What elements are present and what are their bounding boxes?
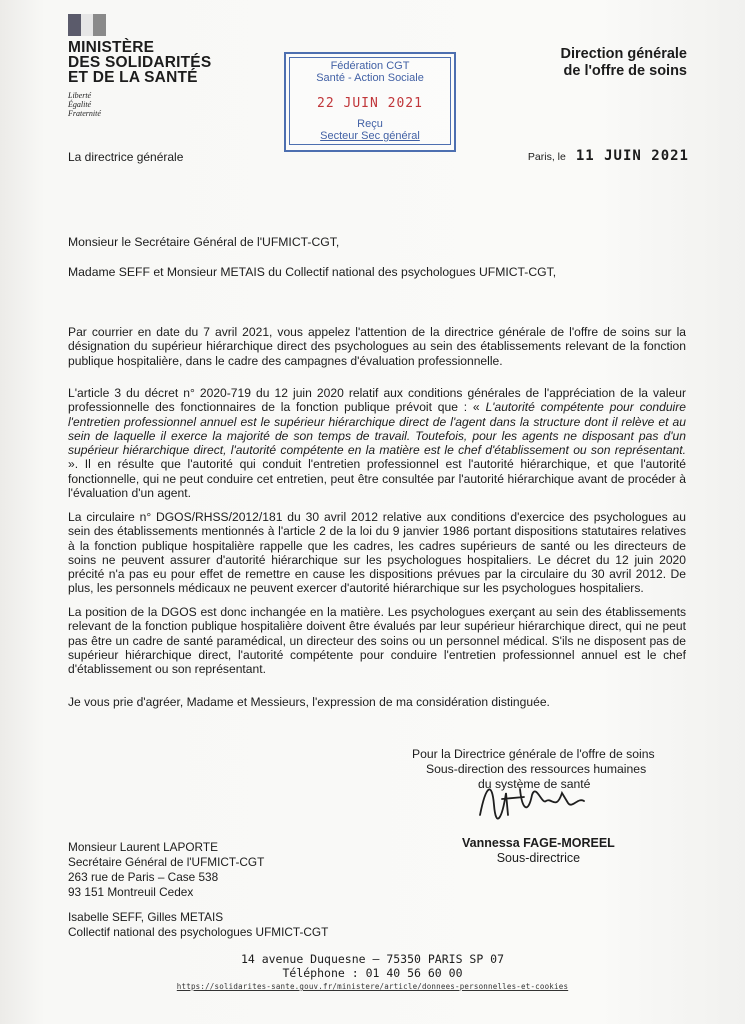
paragraph-4: La position de la DGOS est donc inchangée en la matière. Les psychologues exerçant au sein des établissements relevant de la fonction publique hospitalière doivent être évalués par leur supérieur hiérarchique direct, qui ne peut pas être un cadre de santé paramédical, un directeur des soins ou un personnel médical. S'ils ne disposent pas de supérieur hiérarchique direct, l'autorité compétente pour conduire l'entretien professionnel annuel est le chef d'établissement ou son représentant. xyxy=(68,605,686,677)
footer-phone: Téléphone : 01 40 56 60 00 xyxy=(282,966,463,980)
paragraph-3: La circulaire n° DGOS/RHSS/2012/181 du 30 avril 2012 relative aux conditions d'exercice des psychologues au sein des établissements mentionnés à l'article 2 de la loi du 9 janvier 1986 portant dispositions statutaires relatives à la fonction publique hospitalière rappelle que les cadres, les cadres supérieurs de santé ou les directeurs de soins ne peuvent assurer d'autorité hiérarchique sur les psychologues hospitaliers. Le décret du 12 juin 2020 précité n'a pas eu pour effet de remettre en cause les dispositions prévues par la circulaire du 30 avril 2012. De plus, les personnels médicaux ne peuvent exercer d'autorité hiérarchique sur les psychologues hospitaliers. xyxy=(68,510,686,596)
marianne-logo-icon xyxy=(68,14,106,36)
stamp-received: Reçu Secteur Sec général xyxy=(320,118,420,142)
direction-title: Direction générale de l'offre de soins xyxy=(560,46,687,79)
motto: Liberté Égalité Fraternité xyxy=(68,91,101,118)
footer-url[interactable]: https://solidarites-sante.gouv.fr/ministere/article/donnees-personnelles-et-cookies xyxy=(176,982,569,991)
signature-block: Pour la Directrice générale de l'offre de soins Sous-direction des ressources humaines du système de santé xyxy=(412,747,655,791)
handwritten-signature xyxy=(472,775,592,823)
recipient-address-1: Monsieur Laurent LAPORTE Secrétaire Général de l'UFMICT-CGT 263 rue de Paris – Case 538 93 151 Montreuil Cedex xyxy=(68,840,265,899)
ministry-logo xyxy=(68,14,218,118)
paragraph-1: Par courrier en date du 7 avril 2021, vous appelez l'attention de la directrice générale de l'offre de soins sur la désignation du supérieur hiérarchique direct des psychologues au sein des établissements relevant de la fonction publique hospitalière, dans le cadre des campagnes d'évaluation professionnelle. xyxy=(68,325,686,368)
signer xyxy=(462,836,615,865)
recipient-address-2: Isabelle SEFF, Gilles METAIS Collectif national des psychologues UFMICT-CGT xyxy=(68,910,329,939)
sender-title: La directrice générale xyxy=(68,150,184,164)
letter-date: Paris, le 11 JUIN 2021 xyxy=(527,148,689,164)
footer xyxy=(0,952,745,994)
received-stamp xyxy=(284,52,456,152)
signer-role: Sous-directrice xyxy=(496,850,581,865)
footer-address: 14 avenue Duquesne – 75350 PARIS SP 07 xyxy=(240,952,505,966)
stamp-date: 22 JUIN 2021 xyxy=(317,96,423,111)
closing-formula: Je vous prie d'agréer, Madame et Messieurs, l'expression de ma considération distinguée. xyxy=(68,695,550,709)
addressee-2: Madame SEFF et Monsieur METAIS du Collectif national des psychologues UFMICT-CGT, xyxy=(68,265,557,279)
addressee-1: Monsieur le Secrétaire Général de l'UFMICT-CGT, xyxy=(68,235,340,249)
ministry-name: MINISTÈRE DES SOLIDARITÉS ET DE LA SANTÉ xyxy=(68,39,212,86)
paragraph-2: L'article 3 du décret n° 2020-719 du 12 juin 2020 relatif aux conditions générales de l'appréciation de la valeur professionnelle des fonctionnaires de la fonction publique prévoit que : « L'autorité compétente pour conduire l'entretien professionnel annuel est le supérieur hiérarchique direct de l'agent dans la structure dont il relève et au sein de laquelle il exerce la majorité de son temps de travail. Toutefois, pour les agents ne disposant pas d'un supérieur hiérarchique direct, l'autorité compétente en la matière est le chef d'établissement ou son représentant. ». Il en résulte que l'autorité qui conduit l'entretien professionnel est l'autorité hiérarchique, et que l'autorité fonctionnelle, qui ne peut conduire cet entretien, peut être consultée par l'autorité hiérarchique avant de procéder à l'évaluation d'un agent. xyxy=(68,386,686,501)
signer-name: Vannessa FAGE-MOREEL xyxy=(462,836,615,850)
decree-quote: L'autorité compétente pour conduire l'entretien professionnel annuel est le supérieur hiérarchique direct de l'agent dans la structure dont il relève et au sein de laquelle il exerce la majorité de son temps de travail. Toutefois, pour les agents ne disposant pas d'un supérieur hiérarchique direct, l'autorité compétente en la matière est le chef d'établissement ou son représentant. xyxy=(68,400,686,458)
stamp-org: Fédération CGT Santé - Action Sociale xyxy=(316,60,424,84)
